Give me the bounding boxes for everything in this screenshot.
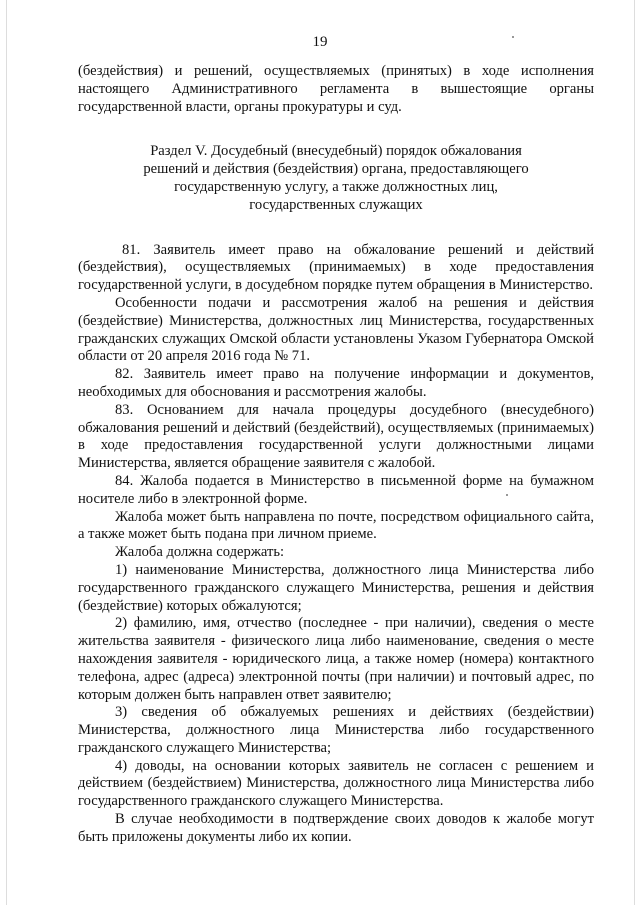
section-title-line: государственных служащих bbox=[249, 196, 423, 213]
list-item-3: 3) сведения об обжалуемых решениях и действиях (бездействии) Министерства, должностного лица Министерства либо государственного гражданского служащего Министерства; bbox=[78, 704, 594, 756]
section-title-line: решений и действия (бездействия) органа, предоставляющего bbox=[143, 161, 529, 178]
paragraph-mail: Жалоба может быть направлена по почте, посредством официального сайта, а также может быть подана при личном приеме. bbox=[78, 508, 594, 543]
document-body bbox=[78, 63, 594, 847]
paragraph-81: 81. Заявитель имеет право на обжалование решений и действий (бездействия), осуществляемых (принимаемых) в ходе предоставления государственной услуги, в досудебном порядке путем обращения в Министерство. bbox=[78, 241, 594, 294]
page-number: 19 bbox=[312, 34, 328, 50]
section-title-line: государственную услугу, а также должностных лиц, bbox=[174, 178, 498, 195]
scan-edge-left bbox=[6, 0, 7, 905]
scan-edge-right bbox=[634, 0, 635, 905]
paragraph-83: 83. Основанием для начала процедуры досудебного (внесудебного) обжалования решений и действий (бездействий), осуществляемых (принимаемых) в ходе предоставления государственной услуги должностными лицами Министерства, является обращение заявителя с жалобой. bbox=[78, 401, 594, 472]
section-title-line: Раздел V. Досудебный (внесудебный) порядок обжалования bbox=[150, 143, 522, 160]
paragraph-documents: В случае необходимости в подтверждение своих доводов к жалобе могут быть приложены документы либо их копии. bbox=[78, 811, 594, 845]
paragraph-84: 84. Жалоба подается в Министерство в письменной форме на бумажном носителе либо в электронной форме. bbox=[78, 472, 594, 507]
section-title bbox=[78, 143, 594, 214]
list-item-2: 2) фамилию, имя, отчество (последнее - при наличии), сведения о месте жительства заявителя - физического лица либо наименование, сведения о месте нахождения заявителя - юридического лица, а также номер (номера) контактного телефона, адрес (адреса) электронной почты (при наличии) и почтовый адрес, по которым должен быть направлен ответ заявителю; bbox=[78, 615, 594, 703]
paragraph-features: Особенности подачи и рассмотрения жалоб на решения и действия (бездействие) Министерства, должностных лиц Министерства, государственных гражданских служащих Омской области установлены Указом Губернатора Омской области от 20 апреля 2016 года № 71. bbox=[78, 294, 594, 365]
paragraph-82: 82. Заявитель имеет право на получение информации и документов, необходимых для обоснования и рассмотрения жалобы. bbox=[78, 366, 594, 400]
list-item-4: 4) доводы, на основании которых заявитель не согласен с решением и действием (бездействием) Министерства, должностного лица Министерства либо государственного гражданского служащего Министерства. bbox=[78, 757, 594, 810]
intro-paragraph: (бездействия) и решений, осуществляемых (принятых) в ходе исполнения настоящего Административного регламента в вышестоящие органы государственной власти, органы прокуратуры и суд. bbox=[78, 63, 594, 115]
paragraph-must-contain: Жалоба должна содержать: bbox=[115, 544, 285, 561]
list-item-1: 1) наименование Министерства, должностного лица Министерства либо государственного гражданского служащего Министерства, решения и действия (бездействие) которых обжалуются; bbox=[78, 561, 594, 614]
